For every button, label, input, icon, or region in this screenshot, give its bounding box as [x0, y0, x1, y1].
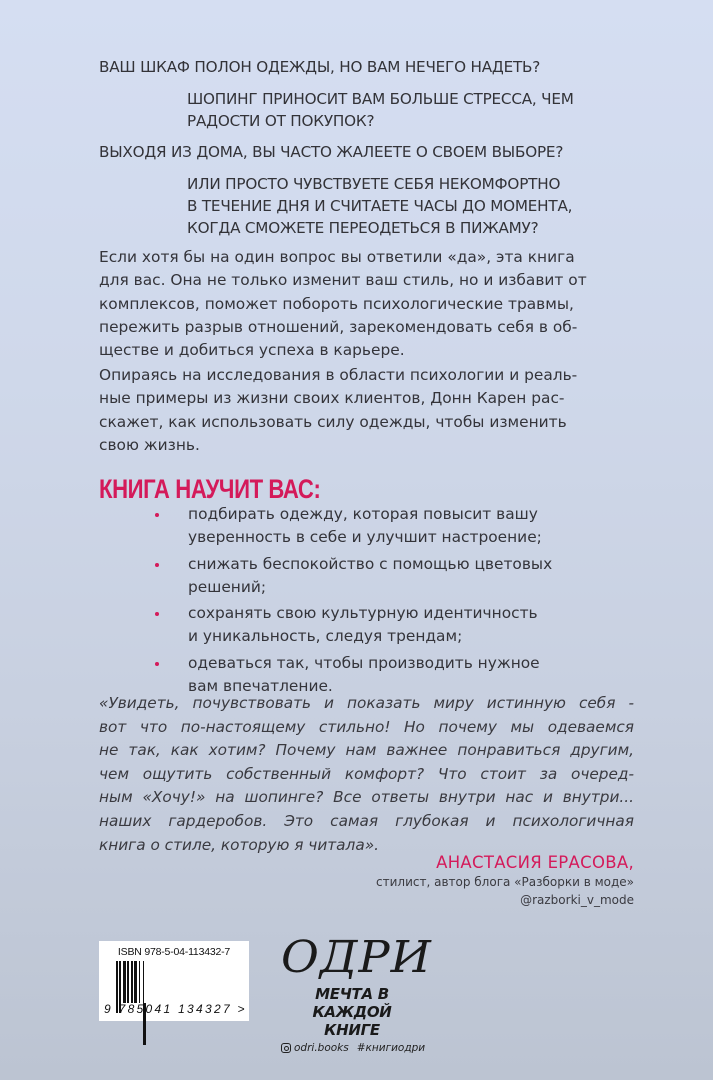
- instagram-icon: [281, 1043, 291, 1053]
- paragraph-line: для вас. Она не только изменит ваш стиль, но и избавит от: [99, 271, 587, 290]
- bullet-dot-icon: [155, 612, 159, 616]
- list-item-line: уверенность в себе и улучшит настроение;: [188, 528, 542, 547]
- paragraph-line: пережить разрыв отношений, зарекомендовать себя в об-: [99, 317, 578, 336]
- intro-paragraph: [99, 246, 634, 362]
- quote-line: не так, как хотим? Почему нам важнее понравиться другим,: [99, 741, 634, 760]
- quote-author-name: АНАСТАСИЯ ЕРАСОВА,: [436, 853, 634, 872]
- question-3-line-1: ВЫХОДЯ ИЗ ДОМА, ВЫ ЧАСТО ЖАЛЕЕТЕ О СВОЕМ ВЫБОРЕ?: [99, 143, 564, 161]
- list-item-line: одеваться так, чтобы производить нужное: [188, 653, 540, 672]
- list-item-line: и уникальность, следуя трендам;: [188, 627, 463, 646]
- list-item: [155, 602, 635, 649]
- paragraph-line: Опираясь на исследования в области психологии и реаль-: [99, 366, 578, 384]
- learn-heading: КНИГА НАУЧИТ ВАС:: [99, 474, 321, 504]
- paragraph-line: Если хотя бы на один вопрос вы ответили «да», эта книга: [99, 248, 575, 266]
- paragraph-line: свою жизнь.: [99, 435, 200, 454]
- hashtag: #книгиодри: [356, 1042, 426, 1054]
- list-item-line: решений;: [188, 577, 267, 596]
- list-item: [155, 553, 635, 600]
- isbn-label: ISBN 978-5-04-113432-7: [117, 946, 231, 958]
- description-paragraph: [99, 364, 634, 457]
- publisher-logo: [281, 932, 441, 1054]
- paragraph-line: скажет, как использовать силу одежды, чтобы изменить: [99, 412, 567, 431]
- list-item: [155, 503, 635, 550]
- barcode-digits: 9 785041 134327 >: [104, 1002, 247, 1016]
- list-item-line: снижать беспокойство с помощью цветовых: [188, 554, 553, 573]
- testimonial-quote: [99, 692, 634, 857]
- quote-line: чем ощутить собственный комфорт? Что стоит за очеред-: [99, 764, 634, 783]
- isbn-barcode: [99, 941, 249, 1021]
- quote-line: ным «Хочу!» на шопинге? Все ответы внутри нас и внутри...: [99, 788, 634, 807]
- question-1-line-1: ВАШ ШКАФ ПОЛОН ОДЕЖДЫ, НО ВАМ НЕЧЕГО НАДЕТЬ?: [99, 58, 541, 76]
- question-2-line-1: ШОПИНГ ПРИНОСИТ ВАМ БОЛЬШЕ СТРЕССА, ЧЕМ: [187, 90, 574, 108]
- question-4-line-2: В ТЕЧЕНИЕ ДНЯ И СЧИТАЕТЕ ЧАСЫ ДО МОМЕНТА,: [187, 197, 573, 215]
- quote-line: вот что по-настоящему стильно! Но почему мы одеваемся: [99, 717, 634, 736]
- bullet-dot-icon: [155, 513, 159, 517]
- quote-line: книга о стиле, которую я читала».: [99, 835, 380, 854]
- publisher-slogan: [281, 985, 423, 1039]
- question-3: [99, 141, 563, 163]
- learn-list: [155, 503, 635, 701]
- question-4-line-3: КОГДА СМОЖЕТЕ ПЕРЕОДЕТЬСЯ В ПИЖАМУ?: [187, 219, 539, 237]
- paragraph-line: ществе и добиться успеха в карьере.: [99, 341, 405, 360]
- list-item-line: подбирать одежду, которая повысит вашу: [188, 505, 538, 523]
- question-2-line-2: РАДОСТИ ОТ ПОКУПОК?: [187, 112, 375, 130]
- question-4: [187, 173, 572, 239]
- list-item-line: вам впечатление.: [188, 677, 333, 696]
- question-1: [99, 56, 540, 78]
- quote-line: «Увидеть, почувствовать и показать миру истинную себя -: [99, 694, 634, 712]
- paragraph-line: ные примеры из жизни своих клиентов, Донн Карен рас-: [99, 389, 565, 408]
- question-4-line-1: ИЛИ ПРОСТО ЧУВСТВУЕТЕ СЕБЯ НЕКОМФОРТНО: [187, 175, 561, 193]
- quote-line: наших гардеробов. Это самая глубокая и психологичная: [99, 811, 634, 830]
- publisher-social: [281, 1042, 441, 1054]
- bullet-dot-icon: [155, 563, 159, 567]
- bullet-dot-icon: [155, 662, 159, 666]
- list-item-line: сохранять свою культурную идентичность: [188, 604, 538, 623]
- publisher-wordmark: ОДРИ: [281, 932, 433, 983]
- social-handle: odri.books: [294, 1042, 349, 1054]
- slogan-line-1: МЕЧТА В КАЖДОЙ: [312, 985, 392, 1021]
- slogan-line-2: КНИГЕ: [324, 1021, 380, 1039]
- question-2: [187, 88, 574, 132]
- paragraph-line: комплексов, поможет побороть психологические травмы,: [99, 294, 574, 313]
- quote-author-role: стилист, автор блога «Разборки в моде»: [376, 875, 634, 889]
- quote-author-handle: @razborki_v_mode: [520, 893, 634, 907]
